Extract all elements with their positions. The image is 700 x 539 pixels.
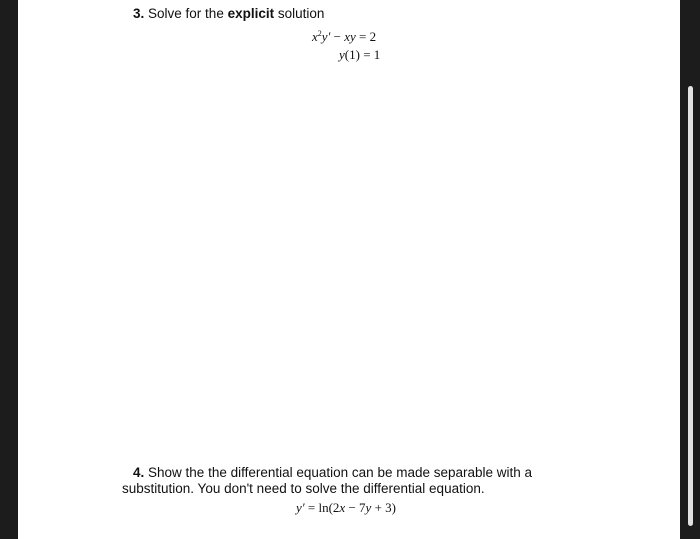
question-3-text-bold: explicit bbox=[227, 6, 275, 21]
eq2-y: y bbox=[339, 47, 345, 62]
question-3-prompt bbox=[133, 6, 324, 21]
question-4-equation bbox=[296, 500, 396, 516]
eq1-minus: − bbox=[330, 29, 345, 44]
eq4-ln-open: ln(2 bbox=[318, 500, 340, 515]
eq1-x: x bbox=[312, 29, 318, 44]
eq1-rhs: 2 bbox=[369, 29, 377, 44]
eq1-xy: xy bbox=[344, 29, 356, 44]
question-3-equation-2 bbox=[339, 47, 380, 63]
eq4-plus-3-close: + 3) bbox=[371, 500, 396, 515]
question-4-line-1 bbox=[133, 465, 532, 480]
document-page bbox=[18, 0, 680, 539]
eq2-arg: (1) bbox=[344, 47, 360, 62]
question-3-equation-1 bbox=[312, 29, 376, 45]
eq2-rhs: 1 bbox=[373, 47, 381, 62]
question-4-number: 4. bbox=[133, 465, 145, 480]
question-3-text-after: solution bbox=[277, 6, 325, 21]
scrollbar-thumb[interactable] bbox=[688, 86, 693, 526]
eq1-exponent: 2 bbox=[317, 29, 322, 38]
question-4-text-line-1: Show the the differential equation can be made separable with a bbox=[148, 465, 533, 480]
question-4-line-2: substitution. You don't need to solve the differential equation. bbox=[122, 481, 485, 496]
eq1-yprime: y′ bbox=[321, 29, 331, 44]
question-3-text-before: Solve for the bbox=[148, 6, 224, 21]
eq1-equals: = bbox=[355, 29, 370, 44]
eq4-x: x bbox=[339, 500, 346, 515]
eq2-equals: = bbox=[359, 47, 374, 62]
question-3-number: 3. bbox=[133, 6, 145, 21]
eq4-y: y bbox=[365, 500, 372, 515]
eq4-equals: = bbox=[304, 500, 319, 515]
eq4-yprime: y′ bbox=[296, 500, 305, 515]
eq4-minus-7: − 7 bbox=[345, 500, 366, 515]
